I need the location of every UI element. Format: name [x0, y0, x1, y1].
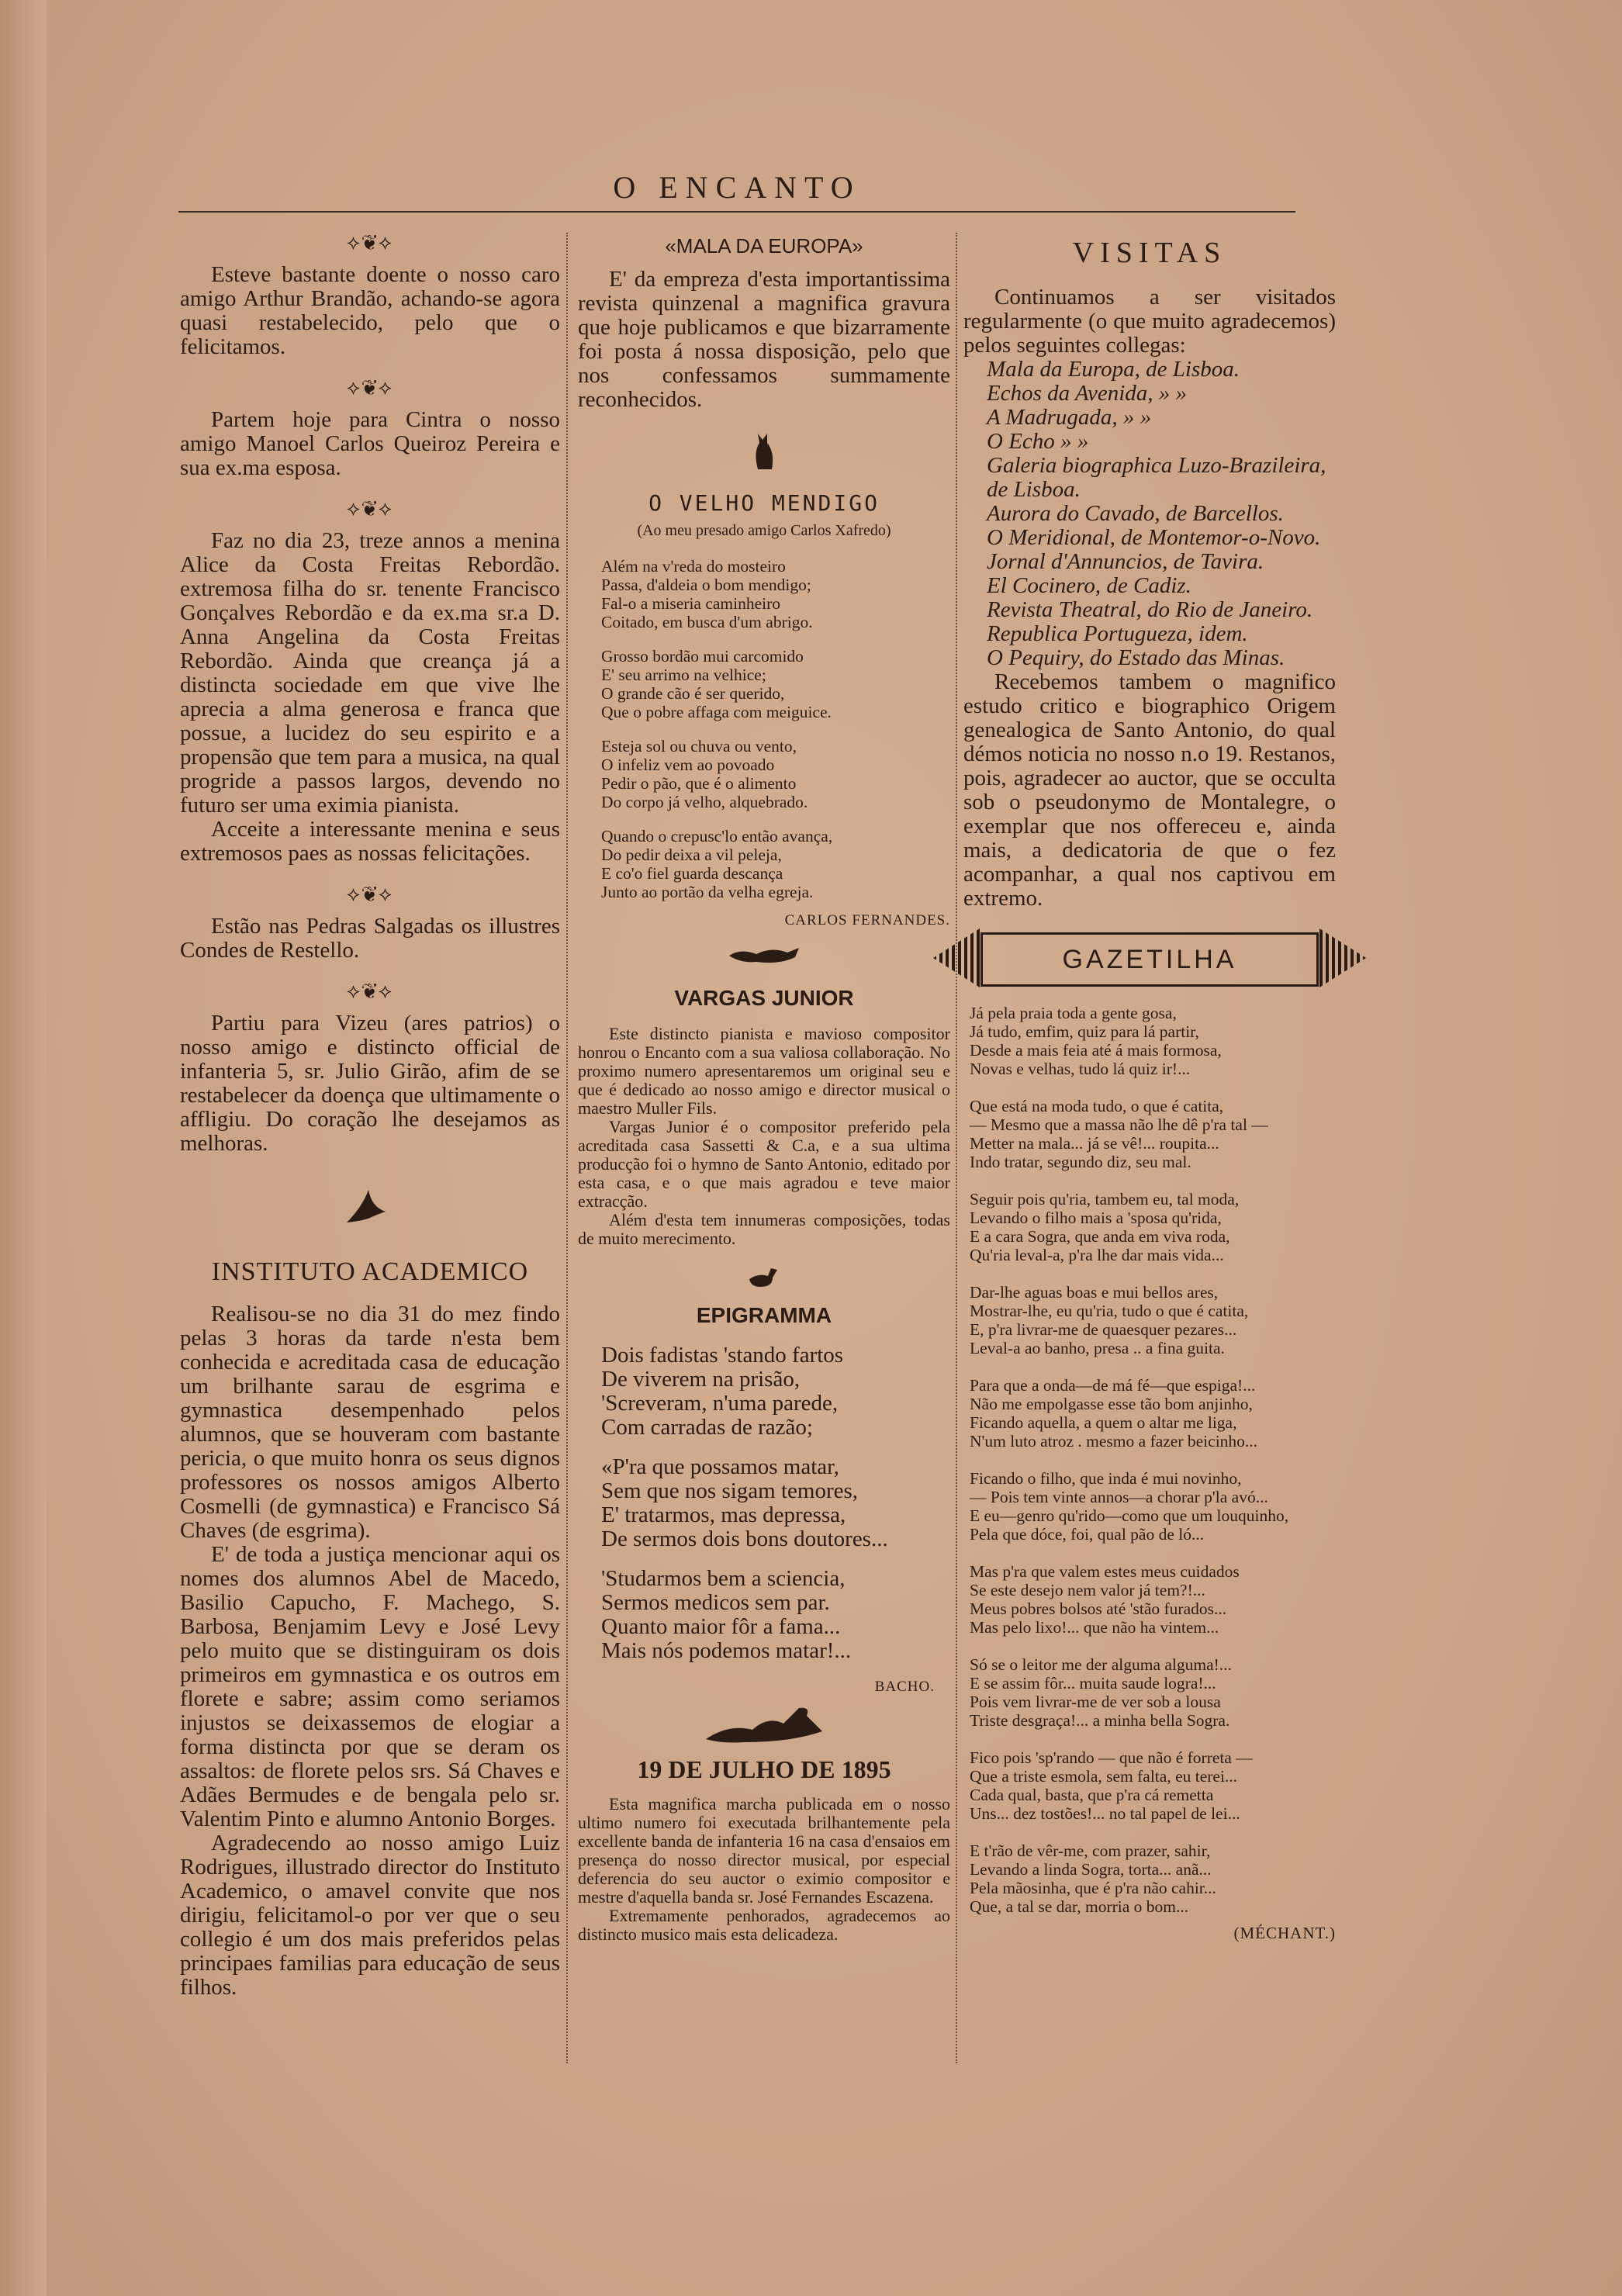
- article-restello: Estão nas Pedras Salgadas os illustres Condes de Restello.: [180, 914, 560, 963]
- poem-velho-mendigo: [578, 557, 950, 901]
- stanza: [601, 1455, 950, 1551]
- visitas-item: O Pequiry, do Estado das Minas.: [987, 645, 1285, 670]
- verse-line: Quanto maior fôr a fama...: [601, 1614, 841, 1639]
- bird-illustration: [180, 1184, 560, 1234]
- verse-line: Mas pelo lixo!... que não ha vintem...: [970, 1618, 1219, 1637]
- verse-line: Já pela praia toda a gente gosa,: [970, 1004, 1177, 1022]
- verse-line: E' seu arrimo na velhice;: [601, 666, 766, 684]
- verse-line: Fal-o a miseria caminheiro: [601, 594, 781, 613]
- verse-line: Sermos medicos sem par.: [601, 1590, 830, 1615]
- gazetilha-author: (MÉCHANT.): [1233, 1924, 1336, 1942]
- gazetilha-banner: [980, 932, 1319, 987]
- verse-line: Levando o filho mais a 'sposa qu'rida,: [970, 1209, 1222, 1227]
- verse-line: Mas p'ra que valem estes meus cuidados: [970, 1562, 1240, 1581]
- verse-line: — Pois tem vinte annos—a chorar p'la avó...: [970, 1488, 1268, 1506]
- visitas-item: Aurora do Cavado, de Barcellos.: [987, 501, 1284, 526]
- fox-illustration: [578, 940, 950, 975]
- stanza: [601, 557, 950, 631]
- stanza: [970, 1655, 1336, 1730]
- ornament: ⟡❦⟡: [346, 980, 394, 1002]
- stanza: [970, 1283, 1336, 1357]
- column-2: [578, 225, 950, 1944]
- verse-line: Pela mãosinha, que é p'ra não cahir...: [970, 1879, 1216, 1897]
- verse-line: Cada qual, basta, que p'ra cá remetta: [970, 1786, 1214, 1804]
- poem-title: O VELHO MENDIGO: [648, 490, 880, 516]
- article-vargas-2: Vargas Junior é o compositor preferido pela acreditada casa Sassetti & C.a, e a sua ultima producção foi o hymno de Santo Antonio, editado por esta casa, e o que mais agradou e teve maior extracção.: [578, 1117, 950, 1211]
- verse-line: Que o pobre affaga com meiguice.: [601, 703, 832, 721]
- verse-line: N'um luto atroz . mesmo a fazer beicinho...: [970, 1432, 1258, 1451]
- verse-line: Do pedir deixa a vil peleja,: [601, 845, 782, 864]
- verse-line: Mostrar-lhe, eu qu'ria, tudo o que é catita,: [970, 1302, 1249, 1320]
- verse-line: De sermos dois bons doutores...: [601, 1527, 888, 1551]
- ornament: ⟡❦⟡: [346, 231, 394, 254]
- verse-line: Ficando aquella, a quem o altar me liga,: [970, 1413, 1237, 1432]
- heading-instituto: INSTITUTO ACADEMICO: [211, 1257, 529, 1286]
- verse-line: Mais nós podemos matar!...: [601, 1638, 852, 1663]
- visitas-item: Galeria biographica Luzo-Brazileira, de Lisboa.: [987, 453, 1326, 502]
- article-queiroz: Partem hoje para Cintra o nosso amigo Manoel Carlos Queiroz Pereira e sua ex.ma esposa.: [180, 407, 560, 480]
- verse-line: Leval-a ao banho, presa .. a fina guita.: [970, 1339, 1225, 1357]
- masthead-rule: [178, 211, 1295, 213]
- heading-epigramma: EPIGRAMMA: [696, 1303, 832, 1327]
- article-julho-1: Esta magnifica marcha publicada em o nosso ultimo numero foi executada brilhantemente pela excellente banda de infanteria 16 na casa d'ensaios em presença do nosso director musical, por especial deferencia do seu auctor o eximio compositor e mestre d'aquella banda sr. José Fernandes Escazena.: [578, 1794, 950, 1907]
- verse-line: Quando o crepusc'lo então avança,: [601, 827, 833, 845]
- article-girao: Partiu para Vizeu (ares patrios) o nosso amigo e distincto official de infanteria 5, sr. Julio Girão, afim de se restabelecer da doença que ultimamente o affligiu. Do coração lhe desejamos as melhoras.: [180, 1011, 560, 1156]
- visitas-item: A Madrugada, » »: [987, 405, 1152, 430]
- heading-mala: «MALA DA EUROPA»: [665, 234, 863, 258]
- column-1: [180, 225, 560, 2000]
- ornament: ⟡❦⟡: [346, 883, 394, 905]
- page-edge: [0, 0, 47, 2296]
- masthead: O ENCANTO: [613, 170, 861, 205]
- stanza: [601, 1343, 950, 1440]
- verse-line: Seguir pois qu'ria, tambem eu, tal moda,: [970, 1190, 1240, 1209]
- verse-line: Esteja sol ou chuva ou vento,: [601, 737, 797, 756]
- verse-line: Qu'ria leval-a, p'ra lhe dar mais vida...: [970, 1246, 1224, 1264]
- verse-line: Do corpo já velho, alquebrado.: [601, 793, 808, 811]
- verse-line: Pois vem livrar-me de ver sob a lousa: [970, 1693, 1221, 1711]
- stanza: [601, 827, 950, 901]
- ornament: ⟡❦⟡: [346, 376, 394, 399]
- verse-line: Não me empolgasse esse tão bom anjinho,: [970, 1395, 1253, 1413]
- article-rebordao-congrats: Acceite a interessante menina e seus extremosos paes as nossas felicitações.: [180, 817, 560, 866]
- column-3: [963, 225, 1336, 1943]
- visitas-item: El Cocinero, de Cadiz.: [987, 573, 1191, 598]
- verse-line: E, p'ra livrar-me de quaesquer pezares...: [970, 1320, 1237, 1339]
- column-divider-2: [956, 233, 957, 2063]
- heading-visitas: VISITAS: [1072, 237, 1227, 269]
- article-instituto-2: E' de toda a justiça mencionar aqui os nomes dos alumnos Abel de Macedo, Basilio Capucho, F. Machego, S. Barbosa, Benjamim Levy e José Levy pelo muito que se distinguiram os dois primeiros em gymnastica e os outros em florete e sabre; assim como seriamos injustos se deixassemos de elogiar a forma distincta por que se deram os assaltos: de florete pelos srs. Sá Chaves e Adães Bermudes e de bengala pelo sr. Valentim Pinto e alumno Antonio Borges.: [180, 1542, 560, 1831]
- article-instituto-3: Agradecendo ao nosso amigo Luiz Rodrigues, illustrado director do Instituto Academico, o amavel convite que nos dirigiu, felicitamol-o por ver que o seu collegio é um dos mais preferidos pelas principaes familias para educação de seus filhos.: [180, 1831, 560, 2000]
- heading-gazetilha: GAZETILHA: [1062, 944, 1237, 974]
- verse-line: Coitado, em busca d'um abrigo.: [601, 613, 813, 631]
- article-instituto-1: Realisou-se no dia 31 do mez findo pelas 3 horas da tarde n'esta bem conhecida e acreditada casa de educação um brilhante sarau de esgrima e gymnastica desempenhado pelos alumnos, que se houveram com bastante pericia, o que muito honra os seus dignos professores os nossos amigos Alberto Cosmelli (de gymnastica) e Francisco Sá Chaves (de esgrima).: [180, 1302, 560, 1543]
- verse-line: «P'ra que possamos matar,: [601, 1454, 839, 1479]
- verse-line: O infeliz vem ao povoado: [601, 756, 775, 774]
- verse-line: Levando a linda Sogra, torta... anã...: [970, 1860, 1212, 1879]
- verse-line: Que, a tal se dar, morria o bom...: [970, 1897, 1189, 1916]
- stanza: [601, 737, 950, 811]
- visitas-item: O Meridional, de Montemor-o-Novo.: [987, 525, 1321, 550]
- duck-illustration: [578, 1264, 950, 1295]
- stanza: [970, 1469, 1336, 1544]
- poem-epigramma: [578, 1343, 950, 1663]
- stanza: [970, 1190, 1336, 1264]
- heading-vargas: VARGAS JUNIOR: [674, 986, 854, 1010]
- visitas-item: Revista Theatral, do Rio de Janeiro.: [987, 597, 1313, 622]
- stanza: [970, 1562, 1336, 1637]
- verse-line: Que está na moda tudo, o que é catita,: [970, 1097, 1224, 1115]
- verse-line: E eu—genro qu'rido—como que um louquinho,: [970, 1506, 1289, 1525]
- visitas-item: Republica Portugueza, idem.: [987, 621, 1248, 646]
- heading-19-julho: 19 DE JULHO DE 1895: [637, 1755, 891, 1783]
- reclining-figure-illustration: [578, 1700, 950, 1751]
- visitas-item: O Echo » »: [987, 429, 1089, 454]
- visitas-item: Jornal d'Annuncios, de Tavira.: [987, 549, 1264, 574]
- verse-line: Só se o leitor me der alguma alguma!...: [970, 1655, 1232, 1674]
- stanza: [970, 1841, 1336, 1916]
- verse-line: 'Studarmos bem a sciencia,: [601, 1566, 846, 1591]
- verse-line: De viverem na prisão,: [601, 1367, 801, 1392]
- verse-line: E t'rão de vêr-me, com prazer, sahir,: [970, 1841, 1211, 1860]
- poem-author: CARLOS FERNANDES.: [784, 912, 950, 928]
- verse-line: Indo tratar, segundo diz, seu mal.: [970, 1153, 1191, 1171]
- verse-line: Meus pobres bolsos até 'stão furados...: [970, 1599, 1227, 1618]
- visitas-origem: Recebemos tambem o magnifico estudo critico e biographico Origem genealogica de Santo Antonio, do qual démos noticia no nosso n.o 19. Restanos, pois, agradecer ao auctor, que se occulta sob o pseudonymo de Montalegre, o exemplar que nos offereceu e, ainda mais, a dedicatoria de que o fez acompanhar, a qual nos captivou em extremo.: [963, 669, 1336, 911]
- verse-line: Se este desejo nem valor já tem?!...: [970, 1581, 1205, 1599]
- stanza: [601, 647, 950, 721]
- verse-line: — Mesmo que a massa não lhe dê p'ra tal —: [970, 1115, 1268, 1134]
- stanza: [970, 1004, 1336, 1078]
- article-vargas-3: Além d'esta tem innumeras composições, todas de muito merecimento.: [578, 1210, 950, 1248]
- verse-line: E co'o fiel guarda descança: [601, 864, 783, 883]
- visitas-item: Echos da Avenida, » »: [987, 381, 1188, 406]
- epigram-author: BACHO.: [874, 1679, 935, 1695]
- verse-line: Passa, d'aldeia o bom mendigo;: [601, 576, 811, 594]
- stanza: [970, 1097, 1336, 1171]
- verse-line: Grosso bordão mui carcomido: [601, 647, 804, 666]
- verse-line: Desde a mais feia até á mais formosa,: [970, 1041, 1222, 1060]
- article-vargas-1: Este distincto pianista e mavioso compositor honrou o Encanto com a sua valiosa collaboração. No proximo numero apresentaremos um original seu e que é dedicado ao nosso amigo e director musical o maestro Muller Fils.: [578, 1024, 950, 1118]
- verse-line: Junto ao portão da velha egreja.: [601, 883, 814, 901]
- verse-line: Novas e velhas, tudo lá quiz ir!...: [970, 1060, 1191, 1078]
- verse-line: Para que a onda—de má fé—que espiga!...: [970, 1376, 1256, 1395]
- verse-line: Dois fadistas 'stando fartos: [601, 1343, 844, 1368]
- column-divider-1: [566, 233, 568, 2063]
- ornament: ⟡❦⟡: [346, 497, 394, 520]
- visitas-list: [963, 358, 1336, 670]
- article-julho-2: Extremamente penhorados, agradecemos ao distincto musico mais esta delicadeza.: [578, 1906, 950, 1944]
- poem-dedication: (Ao meu presado amigo Carlos Xafredo): [637, 522, 891, 539]
- visitas-item: Mala da Europa, de Lisboa.: [987, 357, 1240, 382]
- verse-line: Dar-lhe aguas boas e mui bellos ares,: [970, 1283, 1219, 1302]
- verse-line: Metter na mala... já se vê!... roupita...: [970, 1134, 1219, 1153]
- verse-line: Com carradas de razão;: [601, 1415, 813, 1440]
- poem-gazetilha: [963, 1004, 1336, 1916]
- verse-line: E se assim fôr... muita saude logra!...: [970, 1674, 1216, 1693]
- verse-line: Já tudo, emfim, quiz para lá partir,: [970, 1022, 1199, 1041]
- verse-line: O grande cão é ser querido,: [601, 684, 785, 703]
- verse-line: E a cara Sogra, que anda em viva roda,: [970, 1227, 1230, 1246]
- cat-illustration: [578, 429, 950, 475]
- stanza: [970, 1376, 1336, 1451]
- article-mala: E' da empreza d'esta importantissima revista quinzenal a magnifica gravura que hoje publicamos e que bizarramente foi posta á nossa disposição, pelo que nos confessamos summamente reconhecidos.: [578, 267, 950, 412]
- verse-line: E' tratarmos, mas depressa,: [601, 1502, 846, 1527]
- verse-line: Que a triste esmola, sem falta, eu terei...: [970, 1767, 1238, 1786]
- verse-line: Uns... dez tostões!... no tal papel de lei...: [970, 1804, 1240, 1823]
- verse-line: Fico pois 'sp'rando — que não é forreta —: [970, 1748, 1253, 1767]
- stanza: [970, 1748, 1336, 1823]
- stanza: [601, 1567, 950, 1663]
- verse-line: 'Screveram, n'uma parede,: [601, 1391, 839, 1416]
- visitas-intro: Continuamos a ser visitados regularmente (o que muito agradecemos) pelos seguintes collegas:: [963, 285, 1336, 358]
- verse-line: Pedir o pão, que é o alimento: [601, 774, 797, 793]
- verse-line: Além na v'reda do mosteiro: [601, 557, 786, 576]
- verse-line: Pela que dóce, foi, qual pão de ló...: [970, 1525, 1205, 1544]
- article-rebordao: Faz no dia 23, treze annos a menina Alice da Costa Freitas Rebordão. extremosa filha do sr. tenente Francisco Gonçalves Rebordão e da ex.ma sr.a D. Anna Angelina da Costa Freitas Rebordão. Ainda que creança já a distincta sociedade em que vive lhe aprecia a alma generosa e franca que possue, a lucidez do seu espirito e a propensão que tem para a musica, na qual progride a passos largos, devendo no futuro ser uma eximia pianista.: [180, 528, 560, 818]
- article-brandao: Esteve bastante doente o nosso caro amigo Arthur Brandão, achando-se agora quasi restabelecido, pelo que o felicitamos.: [180, 262, 560, 359]
- verse-line: Triste desgraça!... a minha bella Sogra.: [970, 1711, 1230, 1730]
- verse-line: Ficando o filho, que inda é mui novinho,: [970, 1469, 1242, 1488]
- verse-line: Sem que nos sigam temores,: [601, 1478, 859, 1503]
